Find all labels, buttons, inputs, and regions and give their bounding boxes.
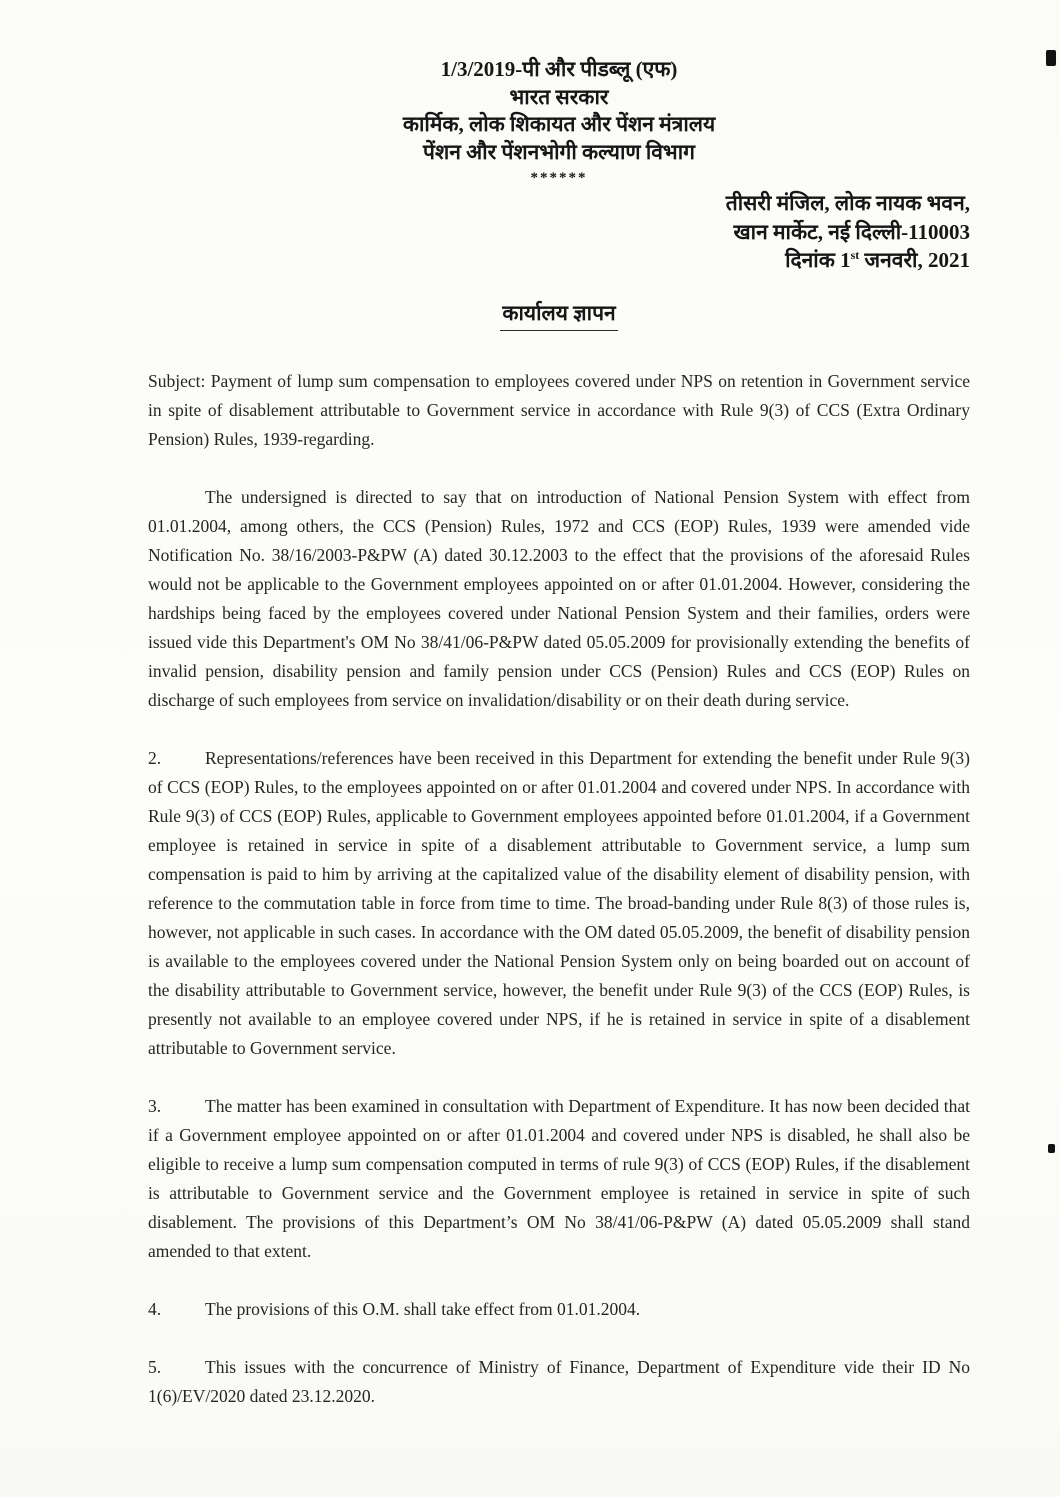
memorandum-title-text: कार्यालय ज्ञापन (500, 299, 617, 331)
letterhead (148, 56, 970, 187)
memorandum-title (148, 299, 970, 331)
address-line-1: तीसरी मंजिल, लोक नायक भवन, (725, 191, 970, 215)
stars-separator: ****** (530, 170, 588, 186)
date-prefix: दिनांक 1 (785, 248, 851, 272)
date-line (148, 246, 970, 275)
scan-artifact-top (1046, 50, 1056, 66)
paragraph-text: The undersigned is directed to say that on introduction of National Pension System with effect from 01.01.2004, among others, the CCS (Pension) Rules, 1972 and CCS (EOP) Rules, 1939 were amended vide Notification No. 38/16/2003-P&PW (A) dated 30.12.2003 to the effect that the provisions of the aforesaid Rules would not be applicable to the Government employees appointed on or after 01.01.2004. However, considering the hardships being faced by the employees covered under National Pension System and their families, orders were issued vide this Department's OM No 38/41/06-P&PW dated 05.05.2009 for provisionally extending the benefits of invalid pension, disability pension and family pension under CCS (Pension) Rules and CCS (EOP) Rules on discharge of such employees from service on invalidation/disability or on their death during service. (148, 486, 970, 710)
subject-paragraph: Subject: Payment of lump sum compensation to employees covered under NPS on retention in Government service in spite of disablement attributable to Government service in accordance with Rule 9(3) of CCS (Extra Ordinary Pension) Rules, 1939-regarding. (148, 370, 970, 449)
body-paragraph-2 (148, 744, 970, 1063)
paragraph-number: 5. (148, 1356, 162, 1377)
ministry-line: कार्मिक, लोक शिकायत और पेंशन मंत्रालय (402, 112, 716, 136)
address-line-2: खान मार्केट, नई दिल्ली-110003 (733, 219, 970, 244)
document-body (148, 367, 970, 1411)
scan-artifact-mid (1048, 1144, 1055, 1153)
body-paragraph-5 (148, 1353, 970, 1411)
paragraph-text: This issues with the concurrence of Ministry of Finance, Department of Expenditure vide their ID No 1(6)/EV/2020 dated 23.12.2020. (148, 1356, 970, 1406)
department-line: पेंशन और पेंशनभोगी कल्याण विभाग (423, 139, 695, 164)
date-ordinal-suffix: st (850, 248, 860, 262)
body-paragraph-1 (148, 483, 970, 715)
government-line: भारत सरकार (509, 84, 609, 109)
paragraph-text: The matter has been examined in consultation with Department of Expenditure. It has now been decided that if a Government employee appointed on or after 01.01.2004 and covered under NPS is disabled, he shall also be eligible to receive a lump sum compensation computed in terms of rule 9(3) of CCS (EOP) Rules, if the disablement is attributable to Government service and the Government employee is retained in service in spite of such disablement. The provisions of this Department’s OM No 38/41/06-P&PW (A) dated 05.05.2009 shall stand amended to that extent. (148, 1095, 970, 1261)
paragraph-number: 2. (148, 747, 162, 768)
file-reference-number: 1/3/2019-पी और पीडब्लू (एफ) (440, 57, 678, 81)
date-suffix: जनवरी, 2021 (859, 248, 970, 272)
paragraph-number: 3. (148, 1095, 162, 1116)
address-block (148, 189, 970, 275)
body-paragraph-3 (148, 1092, 970, 1266)
body-paragraph-4 (148, 1295, 970, 1324)
paragraph-text: Representations/references have been received in this Department for extending the benefit under Rule 9(3) of CCS (EOP) Rules, to the employees appointed on or after 01.01.2004 and covered under NPS. In accordance with Rule 9(3) of CCS (EOP) Rules, applicable to Government employees appointed before 01.01.2004, if a Government employee is retained in service in spite of a disablement attributable to Government service, a lump sum compensation is paid to him by arriving at the capitalized value of the disability element of disability pension, with reference to the commutation table in force from time to time. The broad-banding under Rule 8(3) of those rules is, however, not applicable in such cases. In accordance with the OM dated 05.05.2009, the benefit of disability pension is available to the employees covered under the National Pension System only on being boarded out on account of the disability attributable to Government service, however, the benefit under Rule 9(3) of the CCS (EOP) Rules, is presently not available to an employee covered under NPS, if he is retained in service in spite of a disablement attributable to Government service. (148, 747, 970, 1058)
paragraph-text: The provisions of this O.M. shall take effect from 01.01.2004. (205, 1298, 641, 1319)
paragraph-number: 4. (148, 1298, 162, 1319)
